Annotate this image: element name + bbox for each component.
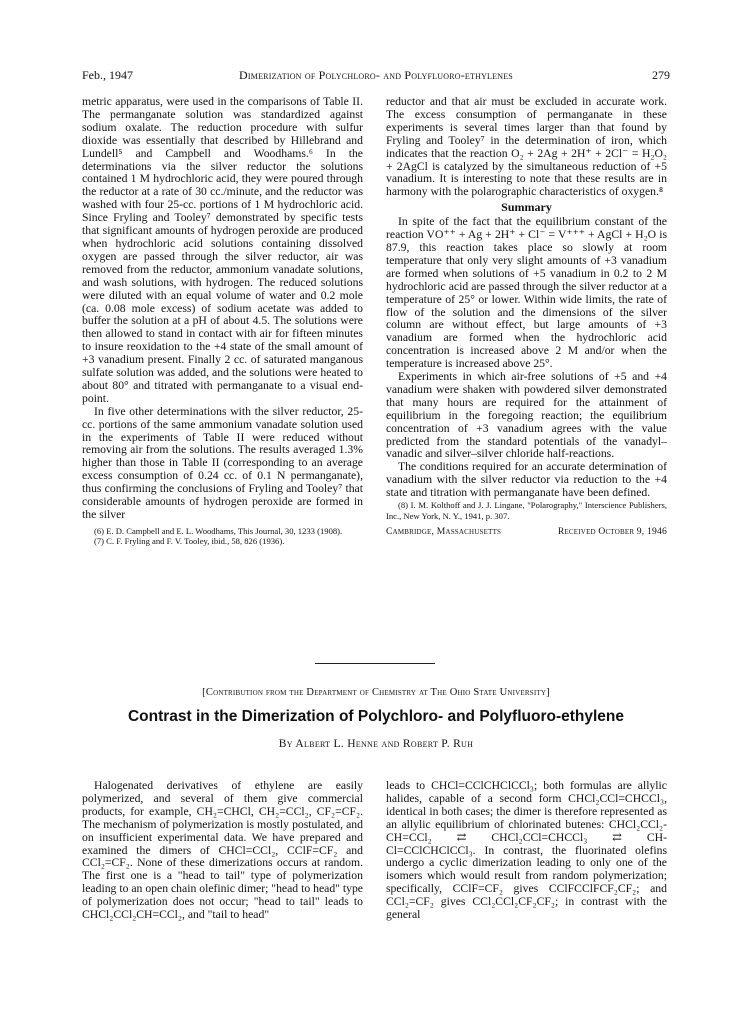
section-divider bbox=[315, 663, 435, 664]
article2-left-column bbox=[82, 780, 363, 922]
article1-left-column bbox=[82, 96, 363, 547]
article2-right-column bbox=[386, 780, 667, 922]
paragraph: leads to CHCl=CClCHClCCl₃; both formulas are allylic halides, capable of a second form CHCl₂CCl=CHCCl₃, identical in both cases; the dimer is therefore represented as an allylic equilibrium of chlorinated butenes: CHCl₂CCl₂-CH=CCl₂ ⇄ CHCl₂CCl=CHCCl₃ ⇄ CH-Cl=CClCHClCCl₃. In contrast, the fluorinated olefins undergo a cyclic dimerization leading to only one of the isomers which would result from random polymerization; specifically, CClF=CF₂ gives CClFCClFCF₂CF₂; and CCl₂=CF₂ gives CCl₂CCl₂CF₂CF₂; in contrast with the general bbox=[386, 779, 667, 922]
dateline-received: Received October 9, 1946 bbox=[557, 526, 667, 538]
footnote: (7) C. F. Fryling and F. V. Tooley, ibid., 58, 826 (1936). bbox=[94, 536, 285, 547]
running-header bbox=[82, 68, 670, 84]
page-number: 279 bbox=[652, 68, 670, 82]
footnote: (8) I. M. Kolthoff and J. J. Lingane, "Polarography," Interscience Publishers, Inc., New York, N. Y., 1941, p. 307. bbox=[386, 500, 667, 521]
author-byline: By Albert L. Henne and Robert P. Ruh bbox=[278, 738, 474, 750]
paragraph: reductor and that air must be excluded in accurate work. The excess consumption of permanganate in these experiments is several times larger than that found by Fryling and Tooley⁷ in the determination of iron, which indicates that the reaction O₂ + 2Ag + 2H⁺ + 2Cl⁻ = H₂O₂ + 2AgCl is catalyzed by the simultaneous reduction of +5 vanadium. It is interesting to note that these results are in harmony with the polarographic characteristics of oxygen.⁸ bbox=[386, 95, 667, 199]
summary-paragraph: Experiments in which air-free solutions of +5 and +4 vanadium were shaken with powdered silver demonstrated that many hours are required for the attainment of equilibrium in the foregoing reaction; the equilibrium concentration of +3 vanadium agrees with the value predicted from the standard potentials of the vanadyl–vanadic and silver–silver chloride half-reactions. bbox=[386, 370, 667, 461]
summary-paragraph: In spite of the fact that the equilibrium constant of the reaction VO⁺⁺ + Ag + 2H⁺ + Cl⁻ = V⁺⁺⁺ + AgCl + H₂O is 87.9, this reaction takes place so slowly at room temperature that only very slight amounts of +3 vanadium are formed when solutions of +5 vanadium in 0.2 to 2 M hydrochloric acid are passed through the silver reductor at a temperature of 25° or lower. Within wide limits, the rate of flow of the solution and the dimensions of the silver column are without effect, but large amounts of +3 vanadium are formed when the hydrochloric acid concentration is increased above 2 M and/or when the temperature is increased above 25°. bbox=[386, 215, 667, 371]
contribution-line: [Contribution from the Department of Chemistry at The Ohio State University] bbox=[202, 687, 550, 698]
paragraph: In five other determinations with the silver reductor, 25-cc. portions of the same ammonium vanadate solution used in the experiments of Table II were reduced without removing air from the solutions. The results averaged 1.3% higher than those in Table II (corresponding to an average excess consumption of 0.24 cc. of 0.1 N permanganate), thus confirming the conclusions of Fryling and Tooley⁷ that considerable amounts of hydrogen peroxide are formed in the silver bbox=[82, 404, 363, 521]
paragraph: metric apparatus, were used in the comparisons of Table II. The permanganate solution was standardized against sodium oxalate. The reduction procedure with sulfur dioxide was essentially that described by Hillebrand and Lundell⁵ and Campbell and Woodhams.⁶ In the determinations via the silver reductor the solutions contained 1 M hydrochloric acid, they were poured through the reductor at a rate of 30 cc./minute, and the reductor was washed with four 25-cc. portions of 1 M hydrochloric acid. Since Fryling and Tooley⁷ demonstrated by specific tests that significant amounts of hydrogen peroxide are produced when hydrochloric acid solutions containing dissolved oxygen are passed through the silver reductor, air was removed from the reductor, ammonium vanadate solutions, and wash solutions, with hydrogen. The reduced solutions were diluted with an equal volume of water and 0.2 mole (ca. 0.08 mole excess) of sodium acetate was added to buffer the solution at a pH of about 4.5. The solutions were then allowed to stand in contact with air for fifteen minutes to insure reoxidation to the +4 state of the small amount of +3 vanadium present. Finally 2 cc. of saturated manganous sulfate solution was added, and the solutions were heated to about 80° and titrated with permanganate to a visual end-point. bbox=[82, 95, 363, 405]
header-date: Feb., 1947 bbox=[82, 68, 133, 82]
paragraph: Halogenated derivatives of ethylene are easily polymerized, and several of them give commercial products, for example, CH₂=CHCl, CH₂=CCl₂, CF₂=CF₂. The mechanism of polymerization is mostly postulated, and on insufficient experimental data. We have prepared and examined the dimers of CHCl=CCl₂, CClF=CF₂ and CCl₂=CF₂. None of these dimerizations occurs at random. The first one is a "head to tail" type of polymerization leading to an open chain olefinic dimer; "head to head" type of polymerization does not occur; "head to tail" leads to CHCl₂CCl₂CH=CCl₂, and "tail to head" bbox=[82, 779, 363, 922]
article-title: Contrast in the Dimerization of Polychloro- and Polyfluoro-ethylene bbox=[127, 708, 625, 725]
footnote: (6) E. D. Campbell and E. L. Woodhams, This Journal, 30, 1233 (1908). bbox=[94, 525, 343, 536]
dateline-place: Cambridge, Massachusetts bbox=[386, 526, 502, 538]
article1-right-column bbox=[386, 96, 667, 539]
header-running-title: Dimerization of Polychloro- and Polyfluoro-ethylenes bbox=[239, 68, 513, 82]
dateline bbox=[386, 526, 667, 539]
summary-paragraph: The conditions required for an accurate determination of vanadium with the silver reductor via reduction to the +4 state and titration with permanganate have been defined. bbox=[386, 460, 667, 500]
summary-heading: Summary bbox=[501, 200, 552, 215]
